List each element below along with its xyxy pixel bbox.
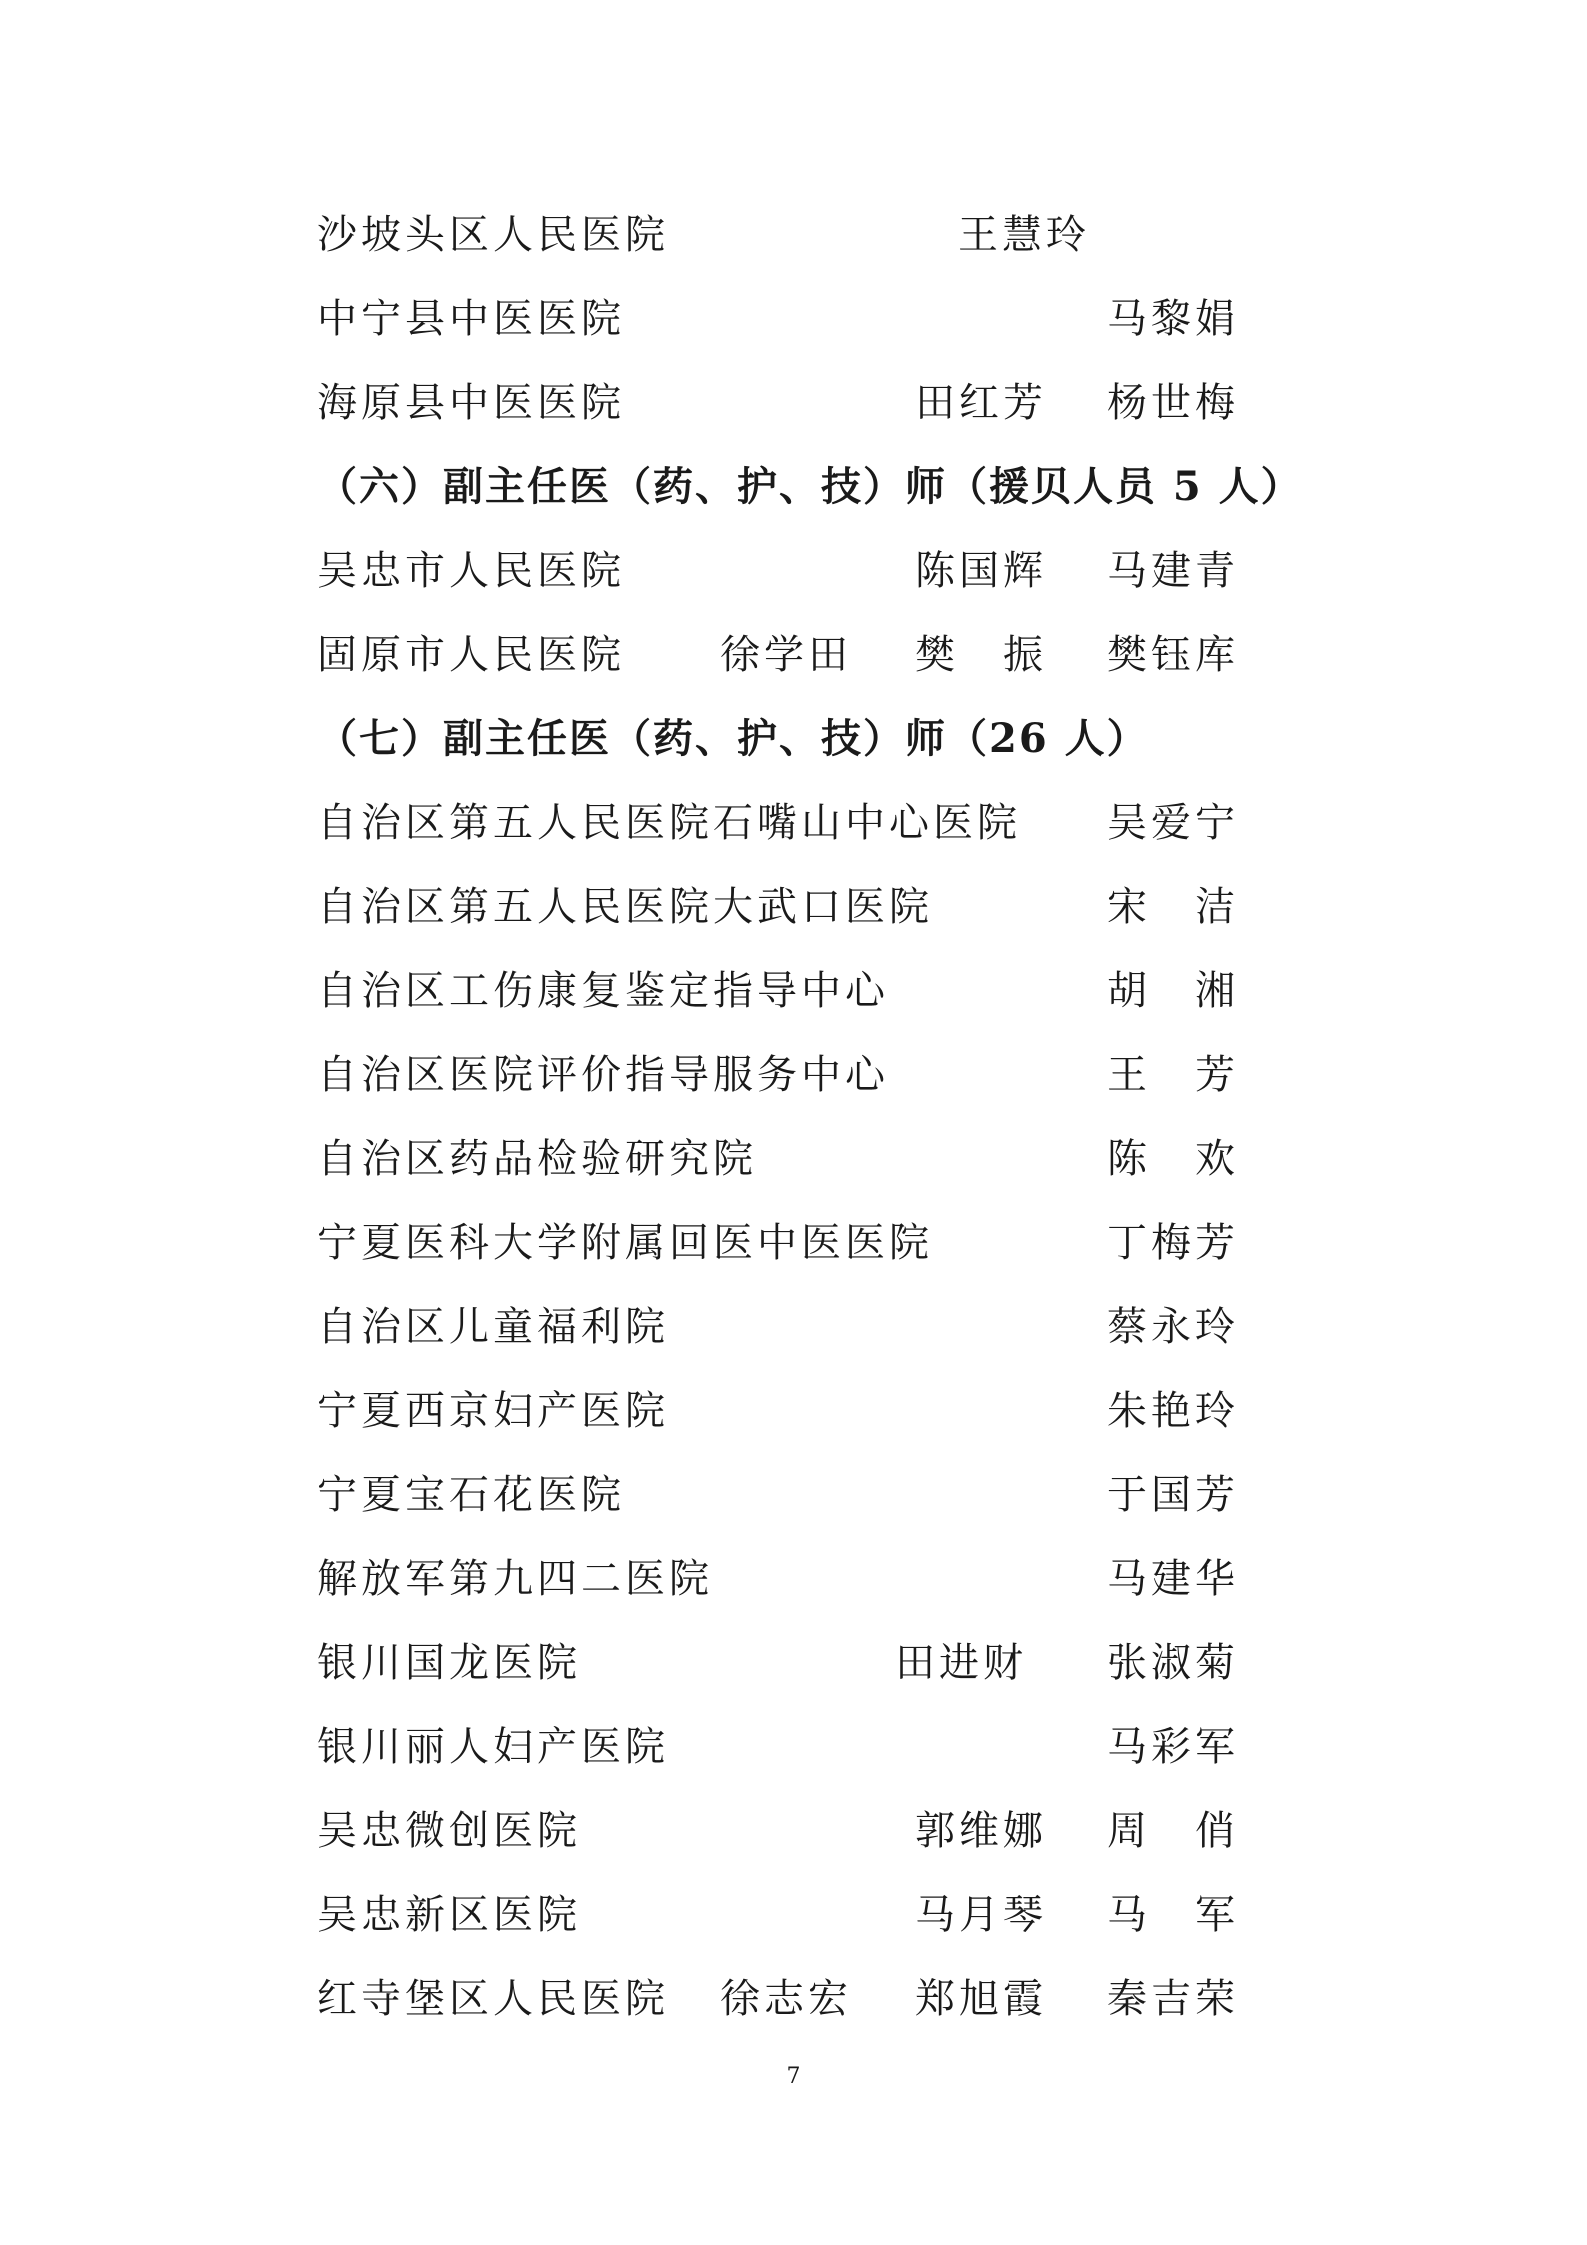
person-name: 王慧玲 [958,212,1090,258]
org-name: 沙坡头区人民医院 [317,212,669,258]
person-name: 田进财 [895,1640,1027,1686]
list-item [0,1117,1587,1201]
person-name: 马 军 [1107,1892,1239,1938]
org-name: 自治区医院评价指导服务中心 [317,1052,889,1098]
list-item [0,193,1587,277]
list-item [0,949,1587,1033]
org-name: 自治区药品检验研究院 [317,1136,757,1182]
org-name: 银川国龙医院 [317,1640,581,1686]
org-name: 银川丽人妇产医院 [317,1724,669,1770]
list-item [0,1453,1587,1537]
org-name: 吴忠市人民医院 [317,548,625,594]
org-name: 自治区工伤康复鉴定指导中心 [317,968,889,1014]
org-name: 宁夏西京妇产医院 [317,1388,669,1434]
section-heading: （七）副主任医（药、护、技）师（26 人） [317,715,1149,762]
org-name: 吴忠新区医院 [317,1892,581,1938]
list-item [0,1285,1587,1369]
person-name: 田红芳 [915,380,1047,426]
org-name: 自治区第五人民医院石嘴山中心医院 [317,800,1021,846]
person-name: 徐学田 [720,632,852,678]
person-name: 马黎娟 [1107,296,1239,342]
list-item [0,1621,1587,1705]
person-name: 秦吉荣 [1107,1976,1239,2022]
person-name: 郑旭霞 [915,1976,1047,2022]
page-number: 7 [786,2064,801,2089]
list-item [0,1201,1587,1285]
section-heading-row [0,697,1587,781]
list-item [0,1369,1587,1453]
list-item [0,1537,1587,1621]
org-name: 解放军第九四二医院 [317,1556,713,1602]
person-name: 朱艳玲 [1107,1388,1239,1434]
org-name: 自治区第五人民医院大武口医院 [317,884,933,930]
person-name: 张淑菊 [1107,1640,1239,1686]
org-name: 自治区儿童福利院 [317,1304,669,1350]
org-name: 吴忠微创医院 [317,1808,581,1854]
list-item [0,613,1587,697]
list-item [0,1705,1587,1789]
person-name: 樊钰库 [1107,632,1239,678]
section-heading: （六）副主任医（药、护、技）师（援贝人员 5 人） [317,463,1303,510]
person-name: 马彩军 [1107,1724,1239,1770]
list-item [0,1033,1587,1117]
org-name: 红寺堡区人民医院 [317,1976,669,2022]
person-name: 胡 湘 [1107,968,1239,1014]
person-name: 陈国辉 [915,548,1047,594]
person-name: 马建青 [1107,548,1239,594]
person-name: 王 芳 [1107,1052,1239,1098]
list-item [0,781,1587,865]
person-name: 马建华 [1107,1556,1239,1602]
list-item [0,1873,1587,1957]
org-name: 中宁县中医医院 [317,296,625,342]
person-name: 宋 洁 [1107,884,1239,930]
list-item [0,277,1587,361]
person-name: 樊 振 [915,632,1047,678]
person-name: 马月琴 [915,1892,1047,1938]
list-item [0,1957,1587,2041]
person-name: 徐志宏 [720,1976,852,2022]
person-name: 于国芳 [1107,1472,1239,1518]
person-name: 周 俏 [1107,1808,1239,1854]
org-name: 宁夏宝石花医院 [317,1472,625,1518]
person-name: 郭维娜 [915,1808,1047,1854]
section-heading-row [0,445,1587,529]
person-name: 陈 欢 [1107,1136,1239,1182]
person-name: 丁梅芳 [1107,1220,1239,1266]
org-name: 海原县中医医院 [317,380,625,426]
list-item [0,529,1587,613]
person-name: 吴爱宁 [1107,800,1239,846]
org-name: 固原市人民医院 [317,632,625,678]
list-item [0,1789,1587,1873]
org-name: 宁夏医科大学附属回医中医医院 [317,1220,933,1266]
person-name: 蔡永玲 [1107,1304,1239,1350]
person-name: 杨世梅 [1107,380,1239,426]
list-item [0,865,1587,949]
list-item [0,361,1587,445]
